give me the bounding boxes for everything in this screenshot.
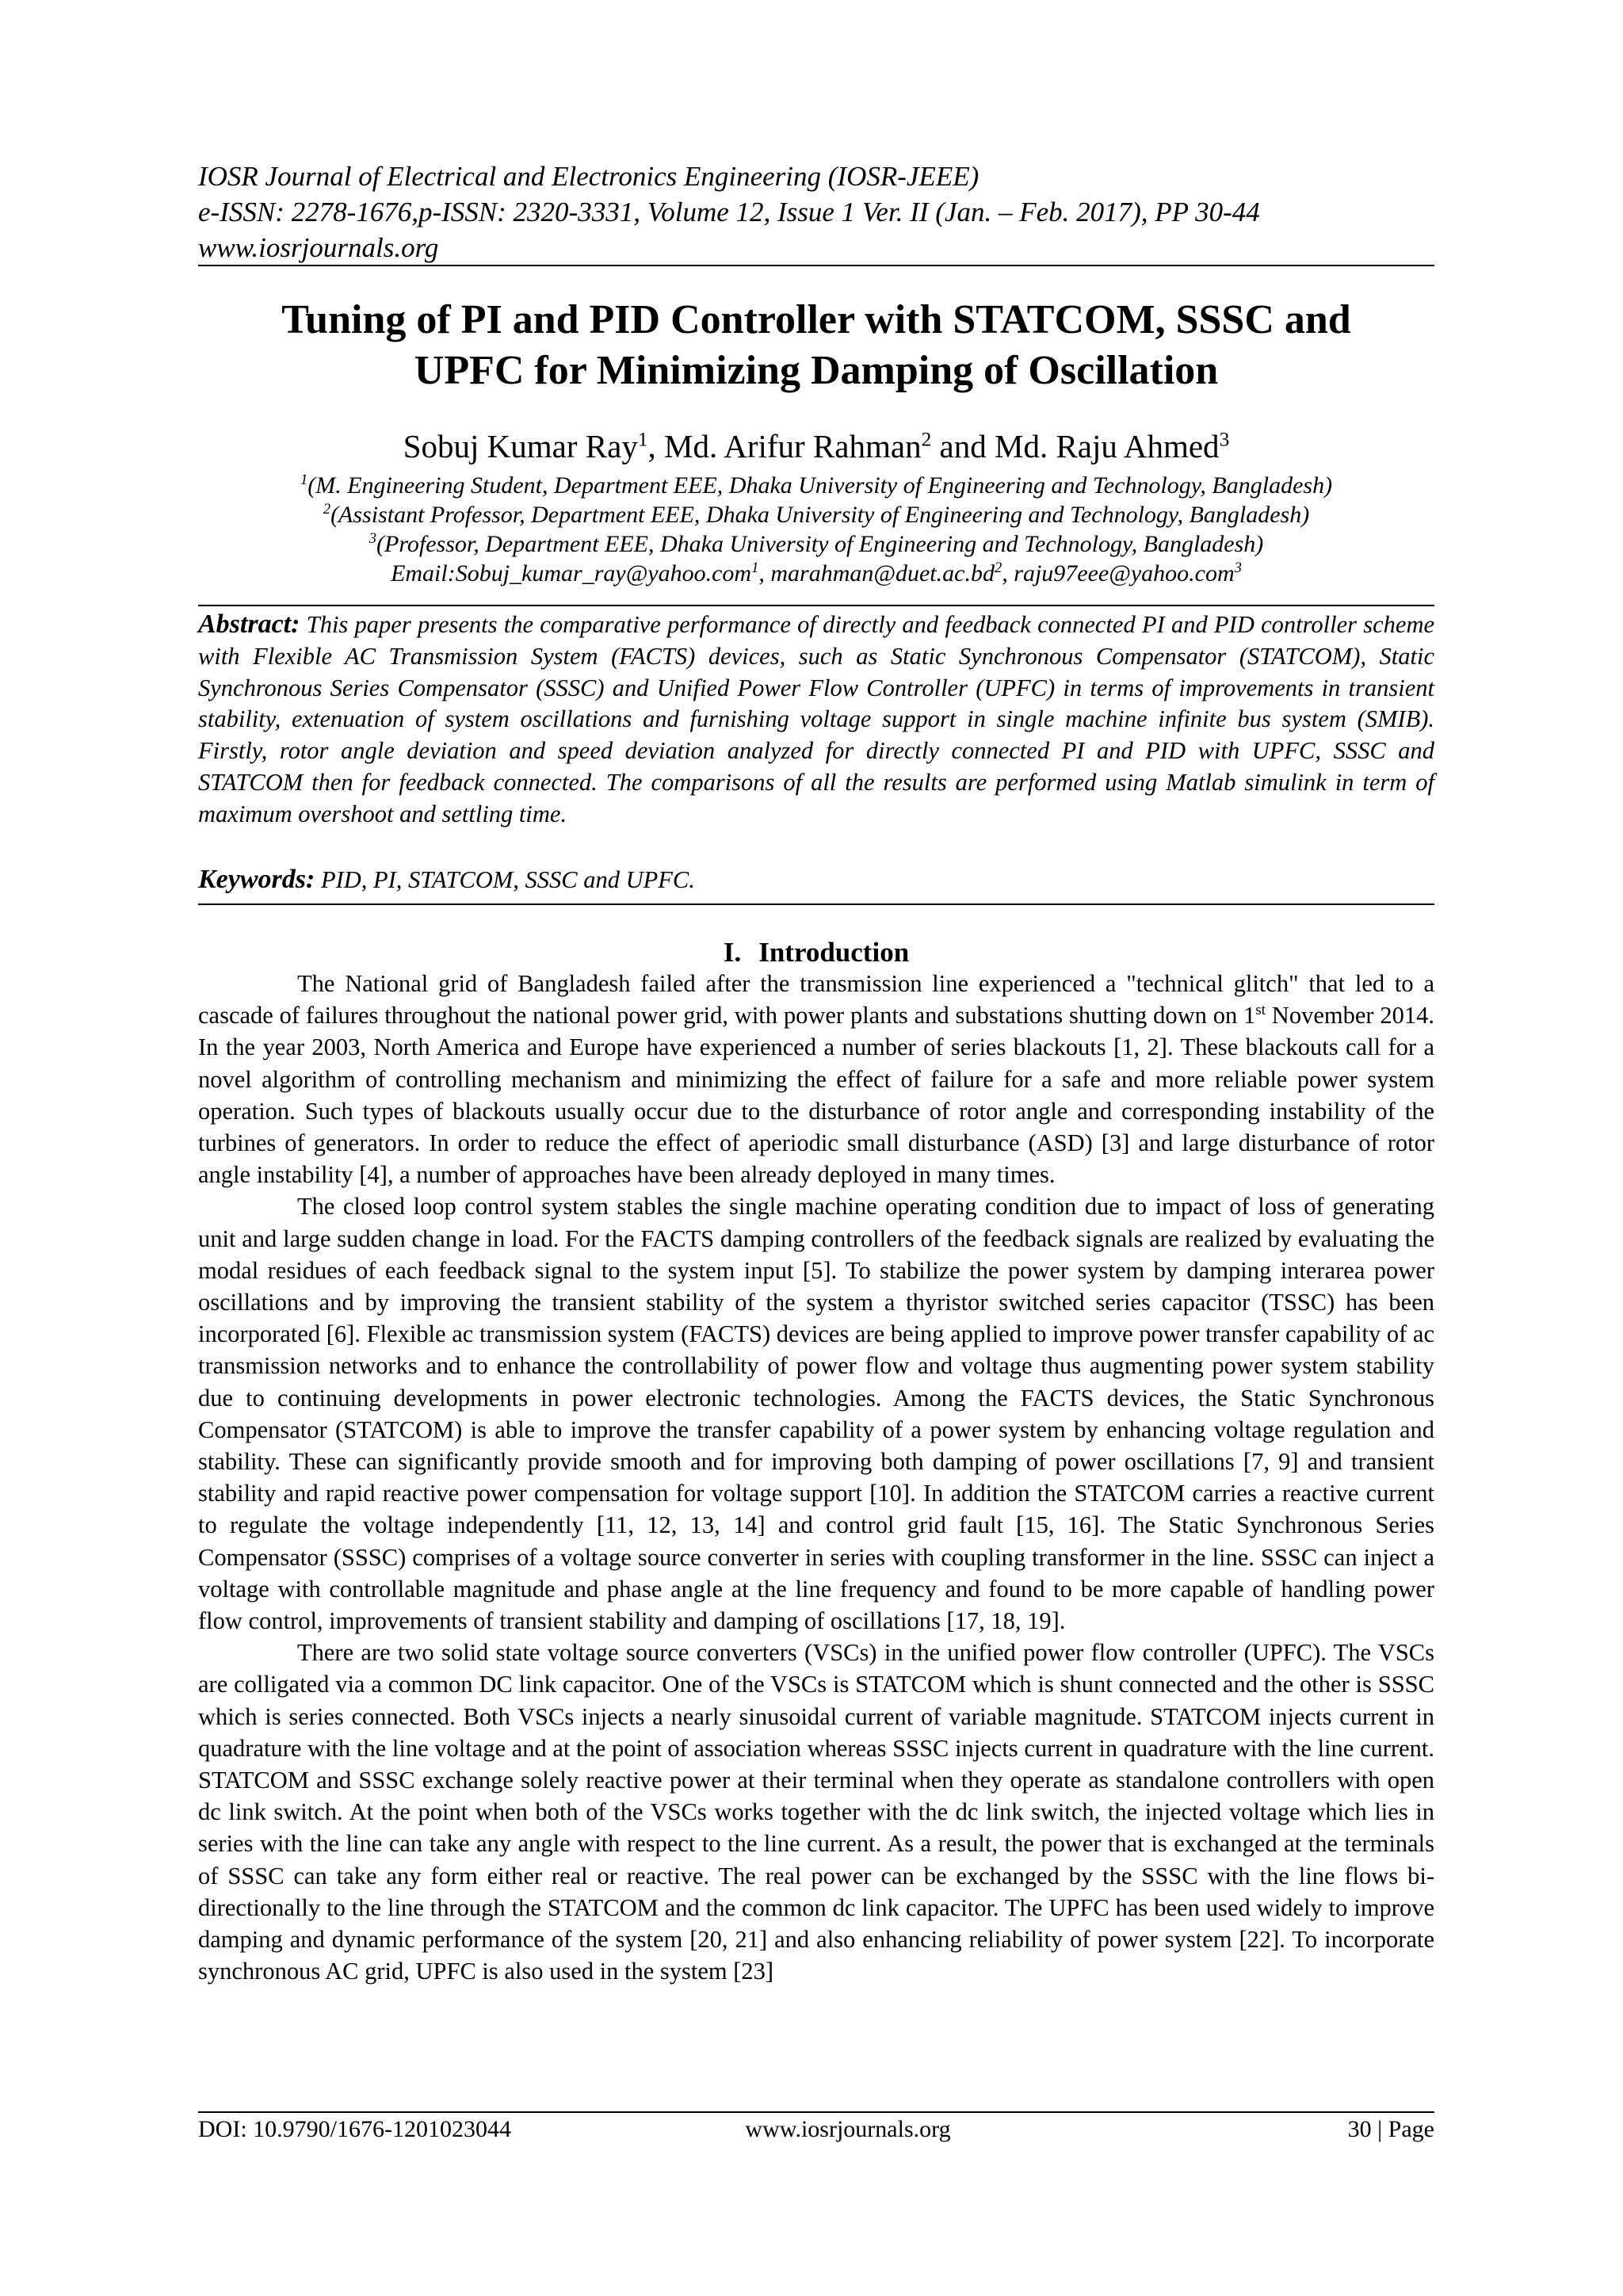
- keywords: [198, 864, 1434, 896]
- affiliation-text: (Assistant Professor, Department EEE, Dhaka University of Engineering and Technology, Bangladesh): [330, 502, 1310, 528]
- ordinal-suffix: st: [1255, 1002, 1266, 1019]
- author-list: [198, 426, 1434, 466]
- author-separator: and: [931, 428, 995, 464]
- paragraph: The closed loop control system stables the single machine operating condition due to impact of loss of generating unit and large sudden change in load. For the FACTS damping controllers of the feedback signals are realized by evaluating the modal residues of each feedback signal to the system input [5]. To stabilize the power system by damping interarea power oscillations and by improving the transient stability of the system a thyristor switched series capacitor (TSSC) has been incorporated [6]. Flexible ac transmission system (FACTS) devices are being applied to improve power transfer capability of ac transmission networks and to enhance the controllability of power flow and voltage thus augmenting power system stability due to continuing developments in power electronic technologies. Among the FACTS devices, the Static Synchronous Compensator (STATCOM) is able to improve the transfer capability of a power system by enhancing voltage regulation and stability. These can significantly provide smooth and for improving both damping of power oscillations [7, 9] and transient stability and rapid reactive power compensation for voltage support [10]. In addition the STATCOM carries a reactive current to regulate the voltage independently [11, 12, 13, 14] and control grid fault [15, 16]. The Static Synchronous Series Compensator (SSSC) comprises of a voltage source converter in series with coupling transformer in the line. SSSC can inject a voltage with controllable magnitude and phase angle at the line frequency and found to be more capable of handling power flow control, improvements of transient stability and damping of oscillations [17, 18, 19].: [198, 1193, 1434, 1635]
- footer-doi[interactable]: DOI: 10.9790/1676-1201023044: [198, 2116, 511, 2142]
- abstract: [198, 609, 1434, 831]
- author-separator: ,: [647, 428, 665, 464]
- journal-header: [198, 159, 1434, 266]
- email-marker: 2: [994, 560, 1002, 576]
- keywords-label: Keywords:: [198, 865, 315, 894]
- section-title: Introduction: [758, 937, 910, 968]
- email-2[interactable]: , marahman@duet.ac.bd: [758, 560, 995, 586]
- author-affiliation-marker: 3: [1219, 428, 1230, 451]
- journal-name: IOSR Journal of Electrical and Electronics Engineering (IOSR-JEEE): [198, 161, 980, 192]
- affiliation-marker: 3: [369, 530, 376, 547]
- footer-page-number: 30 | Page: [1347, 2116, 1434, 2142]
- email-line: [198, 559, 1434, 588]
- email-1[interactable]: Email:Sobuj_kumar_ray@yahoo.com: [391, 560, 752, 586]
- author-name: Sobuj Kumar Ray: [403, 428, 638, 464]
- author-affiliation-marker: 2: [921, 428, 932, 451]
- footer-rule: [198, 2111, 1434, 2113]
- title-line-2: UPFC for Minimizing Damping of Oscillation: [414, 348, 1219, 393]
- title-line-1: Tuning of PI and PID Controller with STATCOM, SSSC and: [281, 297, 1351, 342]
- paragraph: [198, 968, 1434, 1190]
- abstract-top-rule: [198, 605, 1434, 606]
- affiliation-line: [198, 471, 1434, 500]
- section-number: I.: [723, 937, 742, 968]
- paragraph-text: The National grid of Bangladesh failed after the transmission line experienced a "technical glitch" that led to a cascade of failures throughout the national power grid, with power plants and substations shutting down on 1: [198, 970, 1434, 1030]
- introduction-body: [198, 968, 1434, 1988]
- email-marker: 3: [1234, 560, 1242, 576]
- paragraph-text: November 2014. In the year 2003, North America and Europe have experienced a number of series blackouts [1, 2]. These blackouts call for a novel algorithm of controlling mechanism and minimizing the effect of failure for a safe and more reliable power system operation. Such types of blackouts usually occur due to the disturbance of rotor angle and corresponding instability of the turbines of generators. In order to reduce the effect of aperiodic small disturbance (ASD) [3] and large disturbance of rotor angle instability [4], a number of approaches have been already deployed in many times.: [198, 1002, 1434, 1189]
- author-affiliation-marker: 1: [637, 428, 648, 451]
- paragraph: There are two solid state voltage source converters (VSCs) in the unified power flow controller (UPFC). The VSCs are colligated via a common DC link capacitor. One of the VSCs is STATCOM which is shunt connected and the other is SSSC which is series connected. Both VSCs injects a nearly sinusoidal current of variable magnitude. STATCOM injects current in quadrature with the line voltage and at the point of association whereas SSSC injects current in quadrature with the line current. STATCOM and SSSC exchange solely reactive power at their terminal when they operate as standalone controllers with open dc link switch. At the point when both of the VSCs works together with the dc link switch, the injected voltage which lies in series with the line can take any angle with respect to the line current. As a result, the power that is exchanged at the terminals of SSSC can take any form either real or reactive. The real power can be exchanged by the SSSC with the line flows bi-directionally to the line through the STATCOM and the common dc link capacitor. The UPFC has been used widely to improve damping and dynamic performance of the system [20, 21] and also enhancing reliability of power system [22]. To incorporate synchronous AC grid, UPFC is also used in the system [23]: [198, 1639, 1434, 1985]
- author-name: Md. Raju Ahmed: [994, 428, 1220, 464]
- affiliation-text: (Professor, Department EEE, Dhaka University of Engineering and Technology, Bangladesh): [376, 531, 1264, 557]
- email-3[interactable]: , raju97eee@yahoo.com: [1002, 560, 1235, 586]
- author-name: Md. Arifur Rahman: [664, 428, 922, 464]
- affiliations: [198, 471, 1434, 588]
- affiliation-line: [198, 500, 1434, 529]
- section-heading: [198, 935, 1434, 970]
- email-marker: 1: [751, 560, 759, 576]
- paper-title: [198, 295, 1434, 396]
- abstract-text: This paper presents the comparative performance of directly and feedback connected PI and PID controller scheme with Flexible AC Transmission System (FACTS) devices, such as Static Synchronous Compensator (STATCOM), Static Synchronous Series Compensator (SSSC) and Unified Power Flow Controller (UPFC) in terms of improvements in transient stability, extenuation of system oscillations and furnishing voltage support in single machine infinite bus system (SMIB). Firstly, rotor angle deviation and speed deviation analyzed for directly connected PI and PID with UPFC, SSSC and STATCOM then for feedback connected. The comparisons of all the results are performed using Matlab simulink in term of maximum overshoot and settling time.: [198, 611, 1435, 827]
- footer-website[interactable]: www.iosrjournals.org: [745, 2116, 951, 2142]
- affiliation-line: [198, 529, 1434, 559]
- journal-website[interactable]: www.iosrjournals.org: [198, 232, 439, 263]
- abstract-label: Abstract:: [198, 609, 300, 639]
- issn-line: e-ISSN: 2278-1676,p-ISSN: 2320-3331, Volume 12, Issue 1 Ver. II (Jan. – Feb. 2017), PP 30-44: [198, 197, 1260, 227]
- affiliation-text: (M. Engineering Student, Department EEE, Dhaka University of Engineering and Technology, Bangladesh): [307, 472, 1333, 499]
- affiliation-marker: 2: [323, 501, 331, 518]
- affiliation-marker: 1: [300, 472, 308, 488]
- header-rule: [198, 265, 1434, 266]
- keywords-text: PID, PI, STATCOM, SSSC and UPFC.: [320, 866, 695, 893]
- keywords-bottom-rule: [198, 904, 1434, 905]
